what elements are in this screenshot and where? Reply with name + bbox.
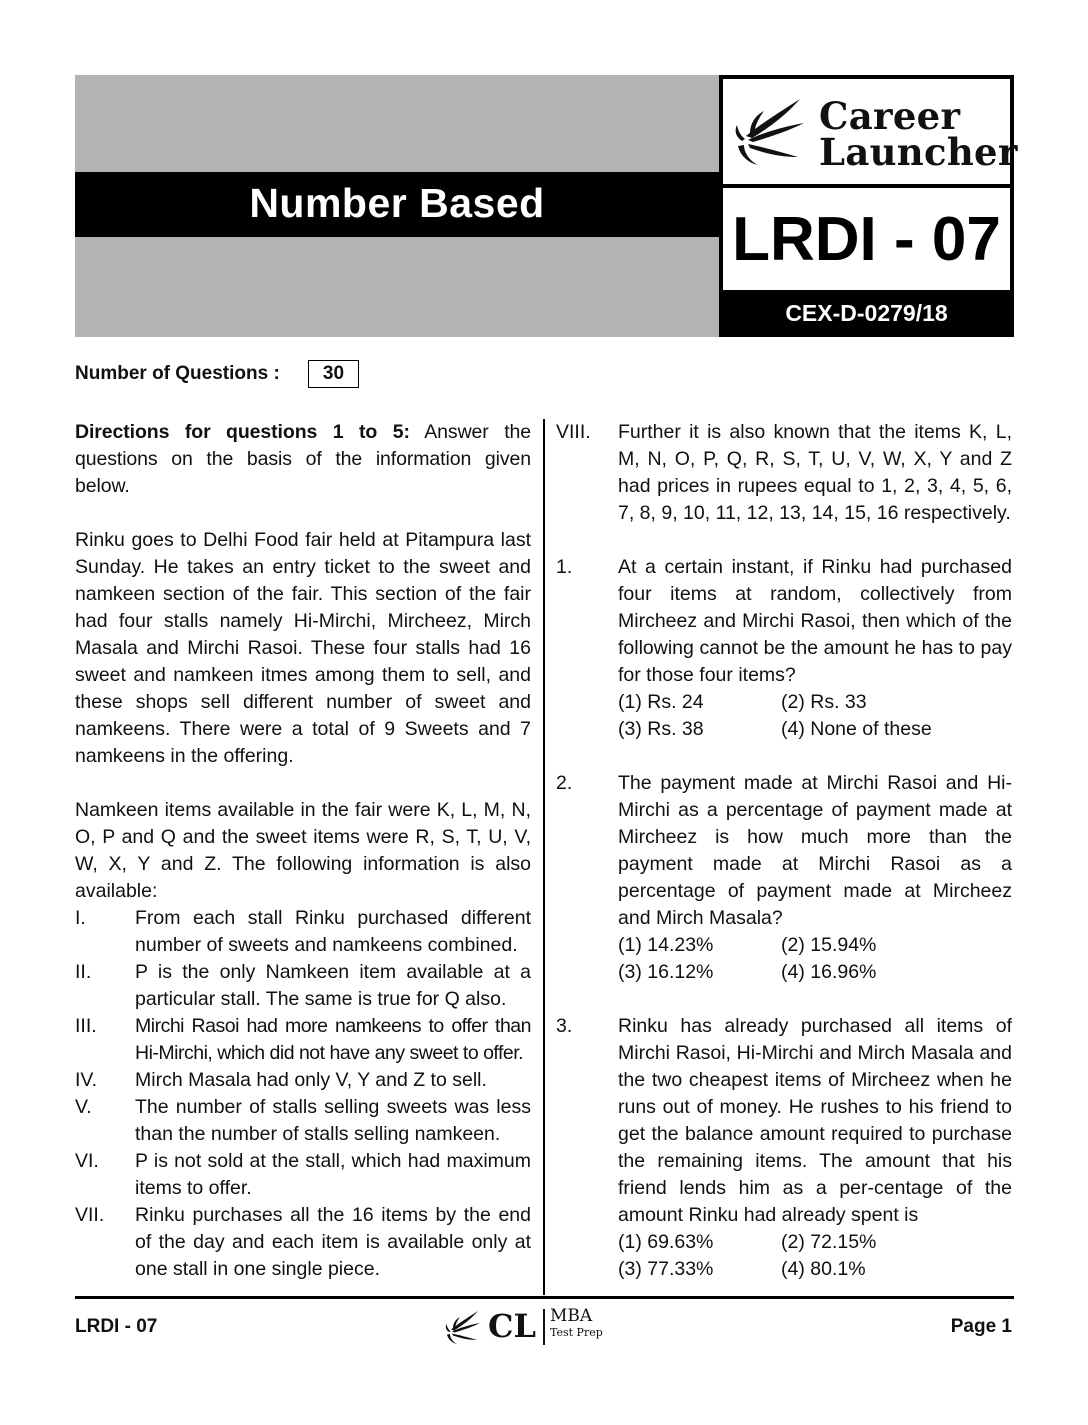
clause-number: VII. <box>75 1204 105 1226</box>
question-text: At a certain instant, if Rinku had purchased four items at random, collectively from Mircheez and Mirchi Rasoi, then which of the following cannot be the amount he has to pay for those four items? <box>618 556 1012 686</box>
directions <box>75 419 531 500</box>
footer-logo-subtitle: Test Prep <box>550 1326 603 1339</box>
clause-item <box>75 1067 531 1094</box>
brand-name-line1: Career <box>819 94 961 138</box>
option[interactable]: (1) Rs. 24 <box>618 691 704 713</box>
footer-logo-mba: MBA <box>550 1306 593 1326</box>
clause-number: VI. <box>75 1150 99 1172</box>
clause-item <box>75 1202 531 1283</box>
clause-text: Rinku purchases all the 16 items by the end of the day and each item is available only at one stall in one single piece. <box>135 1204 531 1280</box>
test-code: LRDI - 07 <box>732 205 1001 274</box>
clause-item <box>75 1094 531 1148</box>
clause-text: The number of stalls selling sweets was less than the number of stalls selling namkeen. <box>135 1096 531 1145</box>
option[interactable]: (3) Rs. 38 <box>618 718 704 740</box>
clause-number: II. <box>75 961 92 983</box>
question-1 <box>556 554 1012 743</box>
left-column <box>75 419 531 1283</box>
option[interactable]: (4) 80.1% <box>781 1258 866 1280</box>
clause-item <box>75 905 531 959</box>
clause-text: From each stall Rinku purchased different number of sweets and namkeens combined. <box>135 907 531 956</box>
options-grid <box>618 932 1012 986</box>
footer-logo-separator <box>543 1309 545 1345</box>
questions-count-box: 30 <box>308 360 359 388</box>
footer-divider <box>75 1296 1014 1299</box>
questions-count-label: Number of Questions : <box>75 363 280 384</box>
clause-text: Mirch Masala had only V, Y and Z to sell. <box>135 1069 487 1091</box>
question-3 <box>556 1013 1012 1283</box>
passage-paragraph-1: Rinku goes to Delhi Food fair held at Pitampura last Sunday. He takes an entry ticket to the sweet and namkeen section of the fair. This section of the fair had four stalls namely Hi-Mirchi, Mircheez, Mirch Masala and Mirchi Rasoi. These four stalls had 16 sweet and namkeen itmes among them to sell, and these shops sell different number of sweet and namkeens. There were a total of 9 Sweets and 7 namkeens in the offering. <box>75 529 531 767</box>
clause-number: VIII. <box>556 421 591 443</box>
footer-logo-cl: CL <box>488 1307 536 1345</box>
clause-number: IV. <box>75 1069 98 1091</box>
page-number: Page 1 <box>950 1316 1012 1337</box>
question-text: The payment made at Mirchi Rasoi and Hi-Mirchi as a percentage of payment made at Mircheez is how much more than the payment made at Mirchi Rasoi as a percentage of payment made at Mircheez and Mirch Masala? <box>618 772 1012 929</box>
clause-text: P is the only Namkeen item available at a particular stall. The same is true for Q also. <box>135 961 531 1010</box>
option[interactable]: (3) 16.12% <box>618 961 714 983</box>
clause-number: III. <box>75 1015 97 1037</box>
clause-item <box>75 1013 531 1067</box>
option[interactable]: (1) 69.63% <box>618 1231 714 1253</box>
options-grid <box>618 689 1012 743</box>
clause-number: V. <box>75 1096 92 1118</box>
clause-number: I. <box>75 907 86 929</box>
passage-paragraph-2: Namkeen items available in the fair were K, L, M, N, O, P and Q and the sweet items were R, S, T, U, V, W, X, Y and Z. The following information is also available: <box>75 799 531 902</box>
option[interactable]: (4) None of these <box>781 718 932 740</box>
question-number: 2. <box>556 772 573 794</box>
clause-item <box>75 959 531 1013</box>
options-grid <box>618 1229 1012 1283</box>
clause-text: Mirchi Rasoi had more namkeens to offer than Hi-Mirchi, which did not have any sweet to offer. <box>135 1015 531 1064</box>
question-text: Rinku has already purchased all items of Mirchi Rasoi, Hi-Mirchi and Mirch Masala and the two cheapest items of Mircheez when he runs out of money. He rushes to his friend to get the balance amount required to purchase the remaining items. The amount that his friend lends him as a per-centage of the amount Rinku had already spent is <box>618 1015 1012 1226</box>
right-column <box>556 419 1012 1283</box>
launcher-swirl-icon <box>728 91 808 171</box>
footer-logo <box>440 1305 612 1349</box>
paper-code: CEX-D-0279/18 <box>785 300 948 326</box>
brand-name-line2: Launcher <box>819 130 1018 174</box>
clause-text: P is not sold at the stall, which had maximum items to offer. <box>135 1150 531 1199</box>
clause-text: Further it is also known that the items K, L, M, N, O, P, Q, R, S, T, U, V, W, X, Y and Z had prices in rupees equal to 1, 2, 3, 4, 5, 6, 7, 8, 9, 10, 11, 12, 13, 14, 15, 16 respectively. <box>618 421 1012 524</box>
question-2 <box>556 770 1012 986</box>
option[interactable]: (2) 15.94% <box>781 934 877 956</box>
clause-item <box>556 419 1012 527</box>
option[interactable]: (4) 16.96% <box>781 961 877 983</box>
option[interactable]: (3) 77.33% <box>618 1258 714 1280</box>
question-number: 1. <box>556 556 573 578</box>
option[interactable]: (2) Rs. 33 <box>781 691 867 713</box>
column-divider <box>543 419 545 1295</box>
launcher-swirl-icon <box>440 1307 484 1347</box>
option[interactable]: (1) 14.23% <box>618 934 714 956</box>
directions-text: Answer the questions on the basis of the information given below. <box>75 421 531 497</box>
directions-lead: Directions for questions 1 to 5: <box>75 421 410 443</box>
option[interactable]: (2) 72.15% <box>781 1231 877 1253</box>
clause-item <box>75 1148 531 1202</box>
page-title: Number Based <box>249 180 545 226</box>
question-number: 3. <box>556 1015 573 1037</box>
footer-test-code: LRDI - 07 <box>75 1316 158 1337</box>
